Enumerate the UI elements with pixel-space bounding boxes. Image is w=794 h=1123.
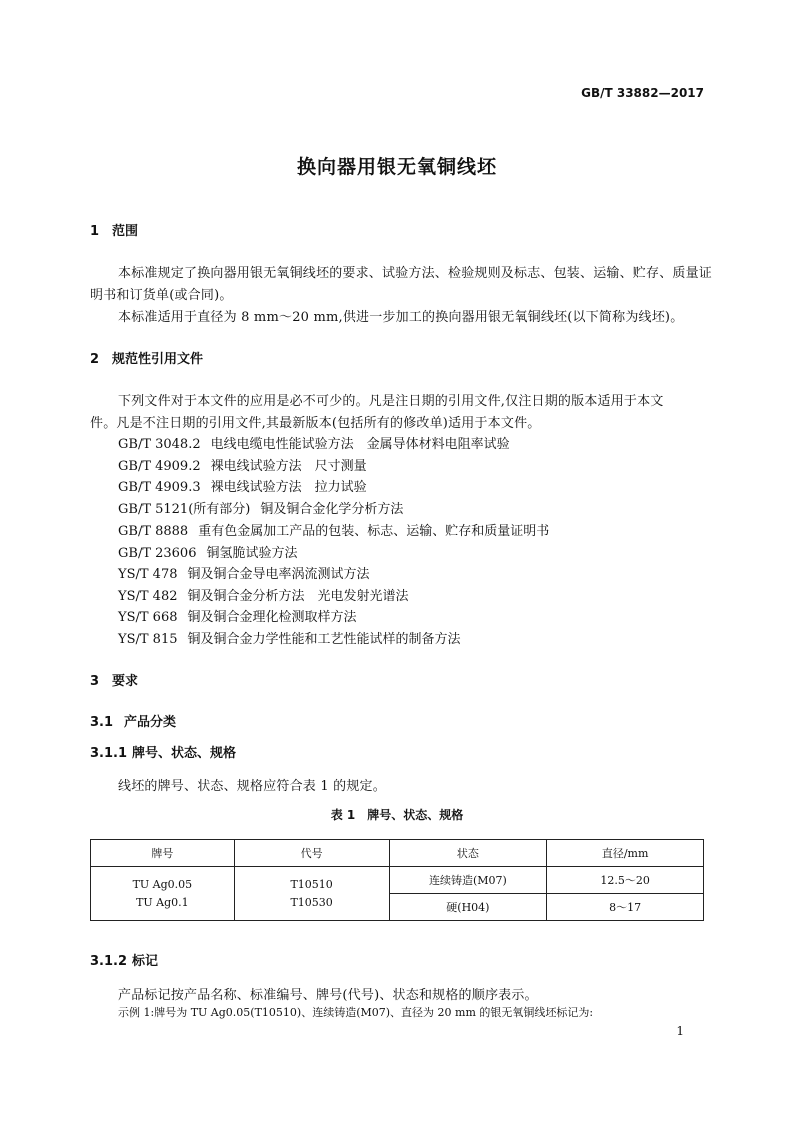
code-cell <box>234 867 389 921</box>
reference-title: 裸电线试验方法 拉力试验 <box>210 480 367 495</box>
example-text: 示例 1:牌号为 TU Ag0.05(T10510)、连续铸造(M07)、直径为 20 mm 的银无氧铜线坯标记为: <box>118 1006 594 1019</box>
reference-code: GB/T 3048.2 <box>118 437 201 452</box>
paragraph: 线坯的牌号、状态、规格应符合表 1 的规定。 <box>118 779 386 794</box>
reference-title: 铜及铜合金化学分析方法 <box>260 502 404 517</box>
code-value: T10510 <box>290 877 333 891</box>
reference-title: 铜氢脆试验方法 <box>206 546 298 561</box>
table-header-row <box>91 840 704 867</box>
section-2-heading <box>90 348 203 367</box>
subsection-3-1-2-heading <box>90 950 158 969</box>
subsection-number: 3.1.2 <box>90 954 128 969</box>
state-cell: 连续铸造(M07) <box>389 867 547 894</box>
paragraph: 本标准适用于直径为 8 mm～20 mm,供进一步加工的换向器用银无氧铜线坯(以下简称为线坯)。 <box>118 310 684 325</box>
reference-item <box>118 606 357 625</box>
reference-code: GB/T 8888 <box>118 524 189 539</box>
standard-code: GB/T 33882—2017 <box>581 86 704 100</box>
reference-code: YS/T 478 <box>118 567 178 582</box>
reference-title: 铜及铜合金分析方法 光电发射光谱法 <box>187 589 409 604</box>
section-3-heading <box>90 670 138 689</box>
state-cell: 硬(H04) <box>389 894 547 921</box>
reference-item <box>118 433 510 452</box>
reference-title: 重有色金属加工产品的包装、标志、运输、贮存和质量证明书 <box>198 524 550 539</box>
reference-title: 裸电线试验方法 尺寸测量 <box>210 459 367 474</box>
subsection-title: 标记 <box>132 954 159 969</box>
reference-item <box>118 585 409 604</box>
reference-code: GB/T 23606 <box>118 546 197 561</box>
table-header-cell: 牌号 <box>91 840 235 867</box>
document-title: 换向器用银无氧铜线坯 <box>296 156 497 178</box>
paragraph: 下列文件对于本文件的应用是必不可少的。凡是注日期的引用文件,仅注日期的版本适用于本文 <box>118 394 664 409</box>
reference-item <box>118 542 298 561</box>
grade-value: TU Ag0.1 <box>136 895 189 909</box>
reference-item <box>118 455 367 474</box>
paragraph: 本标准规定了换向器用银无氧铜线坯的要求、试验方法、检验规则及标志、包装、运输、贮存、质量证 <box>118 266 713 281</box>
reference-code: GB/T 5121(所有部分) <box>118 502 251 517</box>
reference-item <box>118 563 370 582</box>
reference-item <box>118 628 461 647</box>
subsection-3-1-heading <box>90 711 176 730</box>
grade-value: TU Ag0.05 <box>132 877 193 891</box>
section-title: 范围 <box>112 224 139 239</box>
table-header-cell: 状态 <box>389 840 547 867</box>
reference-code: YS/T 668 <box>118 610 178 625</box>
section-title: 要求 <box>112 674 139 689</box>
diameter-cell: 12.5～20 <box>547 867 704 894</box>
reference-title: 电线电缆电性能试验方法 金属导体材料电阻率试验 <box>210 437 510 452</box>
section-title: 规范性引用文件 <box>112 352 204 367</box>
table-caption: 表 1 牌号、状态、规格 <box>330 808 464 822</box>
section-number: 1 <box>90 224 100 239</box>
paragraph: 明书和订货单(或合同)。 <box>90 288 233 303</box>
section-number: 2 <box>90 352 100 367</box>
diameter-cell: 8～17 <box>547 894 704 921</box>
reference-title: 铜及铜合金理化检测取样方法 <box>187 610 357 625</box>
table-header-cell: 直径/mm <box>547 840 704 867</box>
subsection-3-1-1-heading <box>90 742 236 761</box>
reference-code: YS/T 815 <box>118 632 178 647</box>
section-number: 3 <box>90 674 100 689</box>
reference-title: 铜及铜合金导电率涡流测试方法 <box>187 567 370 582</box>
page-number: 1 <box>676 1024 684 1038</box>
section-1-heading <box>90 220 138 239</box>
table-row <box>91 867 704 894</box>
reference-item <box>118 520 549 539</box>
subsection-title: 产品分类 <box>124 715 177 730</box>
table-header-cell: 代号 <box>234 840 389 867</box>
reference-code: GB/T 4909.3 <box>118 480 201 495</box>
subsection-number: 3.1.1 <box>90 746 128 761</box>
reference-code: YS/T 482 <box>118 589 178 604</box>
grade-cell <box>91 867 235 921</box>
reference-item <box>118 476 367 495</box>
subsection-number: 3.1 <box>90 715 114 730</box>
paragraph: 产品标记按产品名称、标准编号、牌号(代号)、状态和规格的顺序表示。 <box>118 988 538 1003</box>
table-1 <box>90 839 704 921</box>
reference-code: GB/T 4909.2 <box>118 459 201 474</box>
subsection-title: 牌号、状态、规格 <box>132 746 237 761</box>
reference-title: 铜及铜合金力学性能和工艺性能试样的制备方法 <box>187 632 461 647</box>
reference-item <box>118 498 403 517</box>
code-value: T10530 <box>290 895 333 909</box>
paragraph: 件。凡是不注日期的引用文件,其最新版本(包括所有的修改单)适用于本文件。 <box>90 416 541 431</box>
